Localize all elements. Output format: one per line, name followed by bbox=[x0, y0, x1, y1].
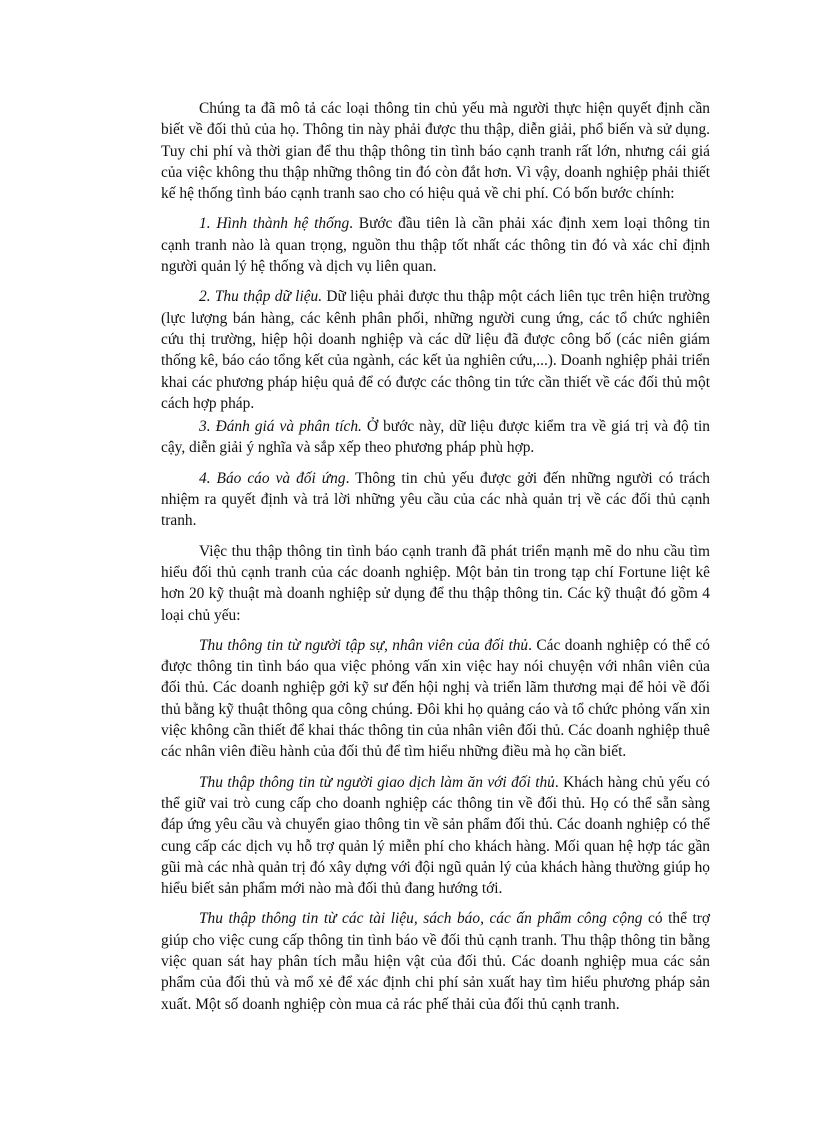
paragraph-lead: 3. Đánh giá và phân tích. bbox=[199, 418, 362, 436]
paragraph-text: Chúng ta đã mô tả các loại thông tin chủ yếu mà người thực hiện quyết định cần biết về đối thủ của họ. Thông tin này phải được thu thập, diễn giải, phổ biến và sử dụng. Tuy chi phí và thời gian để thu thập thông tin tình báo cạnh tranh rất lớn, nhưng cái giá của việc không thu thập những thông tin đó còn đắt hơn. Vì vậy, doanh nghiệp phải thiết kế hệ thống tình báo cạnh tranh sao cho có hiệu quả về chi phí. Có bốn bước chính: bbox=[161, 100, 710, 203]
document-body bbox=[161, 98, 710, 1024]
paragraph-technique-employees bbox=[161, 635, 710, 763]
paragraph-text: . Các doanh nghiệp có thể có được thông tin tình báo qua việc phỏng vấn xin việc hay nói chuyện với nhân viên của đối thủ. Các doanh nghiệp gởi kỹ sư đến hội nghị và triển lãm thương mại để hỏi về đối thủ bằng kỹ thuật thông qua công chúng. Đôi khi họ quảng cáo và tổ chức phỏng vấn xin việc không cần thiết để khai thác thông tin của nhân viên đối thủ. Các doanh nghiệp thuê các nhân viên điều hành của đối thủ để tìm hiểu những điều mà họ cần biết. bbox=[161, 636, 710, 761]
paragraph-text: Dữ liệu phải được thu thập một cách liên tục trên hiện trường (lực lượng bán hàng, các kênh phân phối, những người cung ứng, các tổ chức nghiên cứu thị trường, hiệp hội doanh nghiệp và các dữ liệu đã được công bố (các niên giám thống kê, báo cáo tổng kết của ngành, các kết ủa nghiên cứu,...). Doanh nghiệp phải triển khai các phương pháp hiệu quả để có được các thông tin tức cần thiết về các đối thủ một cách hợp pháp. bbox=[161, 288, 711, 412]
paragraph-text: . Khách hàng chủ yếu có thể giữ vai trò cung cấp cho doanh nghiệp các thông tin về đối thủ. Họ có thể sẵn sàng đáp ứng yêu cầu và chuyển giao thông tin về sản phẩm đối thủ. Các doanh nghiệp có thể cung cấp các dịch vụ hỗ trợ quản lý miễn phí cho khách hàng. Mối quan hệ hợp tác gần gũi mà các nhà quản trị đó xây dựng với đội ngũ quản lý của khách hàng thường giúp họ hiểu biết sản phẩm mới nào mà đối thủ đang hướng tới. bbox=[161, 773, 710, 898]
paragraph-lead: 2. Thu thập dữ liệu. bbox=[199, 288, 323, 306]
paragraph-text: . Thông tin chủ yếu được gởi đến những người có trách nhiệm ra quyết định và trả lời những yêu cầu của các nhà quản trị về các đối thủ cạnh tranh. bbox=[161, 469, 710, 530]
paragraph-text: có thể trợ giúp cho việc cung cấp thông tin tình báo về đối thủ cạnh tranh. Thu thập thông tin bằng việc quan sát hay phân tích mẫu hiện vật của đối thủ. Các doanh nghiệp mua các sản phẩm của đối thủ và mổ xẻ để xác định chi phí sản xuất hay tìm hiểu phương pháp sản xuất. Một số doanh nghiệp còn mua cả rác phế thải của đối thủ cạnh tranh. bbox=[161, 910, 710, 1013]
paragraph-step-1 bbox=[161, 213, 710, 277]
paragraph-step-3 bbox=[161, 416, 710, 459]
paragraph-techniques-intro bbox=[161, 541, 710, 626]
paragraph-text: . Bước đầu tiên là cần phải xác định xem loại thông tin cạnh tranh nào là quan trọng, nguồn thu thập tốt nhất các thông tin đó và xác chỉ định người quản lý hệ thống và dịch vụ liên quan. bbox=[161, 215, 710, 276]
paragraph-technique-publications bbox=[161, 908, 710, 1014]
paragraph-text: Việc thu thập thông tin tình báo cạnh tranh đã phát triển mạnh mẽ do nhu cầu tìm hiểu đối thủ cạnh tranh của các doanh nghiệp. Một bản tin trong tạp chí Fortune liệt kê hơn 20 kỹ thuật mà doanh nghiệp sử dụng để thu thập thông tin. Các kỹ thuật đó gồm 4 loại chủ yếu: bbox=[161, 542, 710, 624]
paragraph-lead: 1. Hình thành hệ thống bbox=[199, 215, 350, 233]
paragraph-step-4 bbox=[161, 468, 710, 532]
paragraph-intro bbox=[161, 98, 710, 204]
paragraph-technique-partners bbox=[161, 772, 710, 900]
paragraph-lead: Thu thập thông tin từ các tài liệu, sách báo, các ấn phẩm công cộng bbox=[199, 910, 643, 928]
paragraph-lead: Thu thập thông tin từ người giao dịch làm ăn với đối thủ bbox=[199, 773, 555, 791]
paragraph-lead: 4. Báo cáo và đối ứng bbox=[199, 469, 346, 487]
paragraph-step-2 bbox=[161, 286, 710, 414]
paragraph-text: Ở bước này, dữ liệu được kiểm tra về giá trị và độ tin cậy, diễn giải ý nghĩa và sắp xếp theo phương pháp phù hợp. bbox=[161, 418, 710, 457]
paragraph-lead: Thu thông tin từ người tập sự, nhân viên của đối thủ bbox=[199, 636, 529, 654]
